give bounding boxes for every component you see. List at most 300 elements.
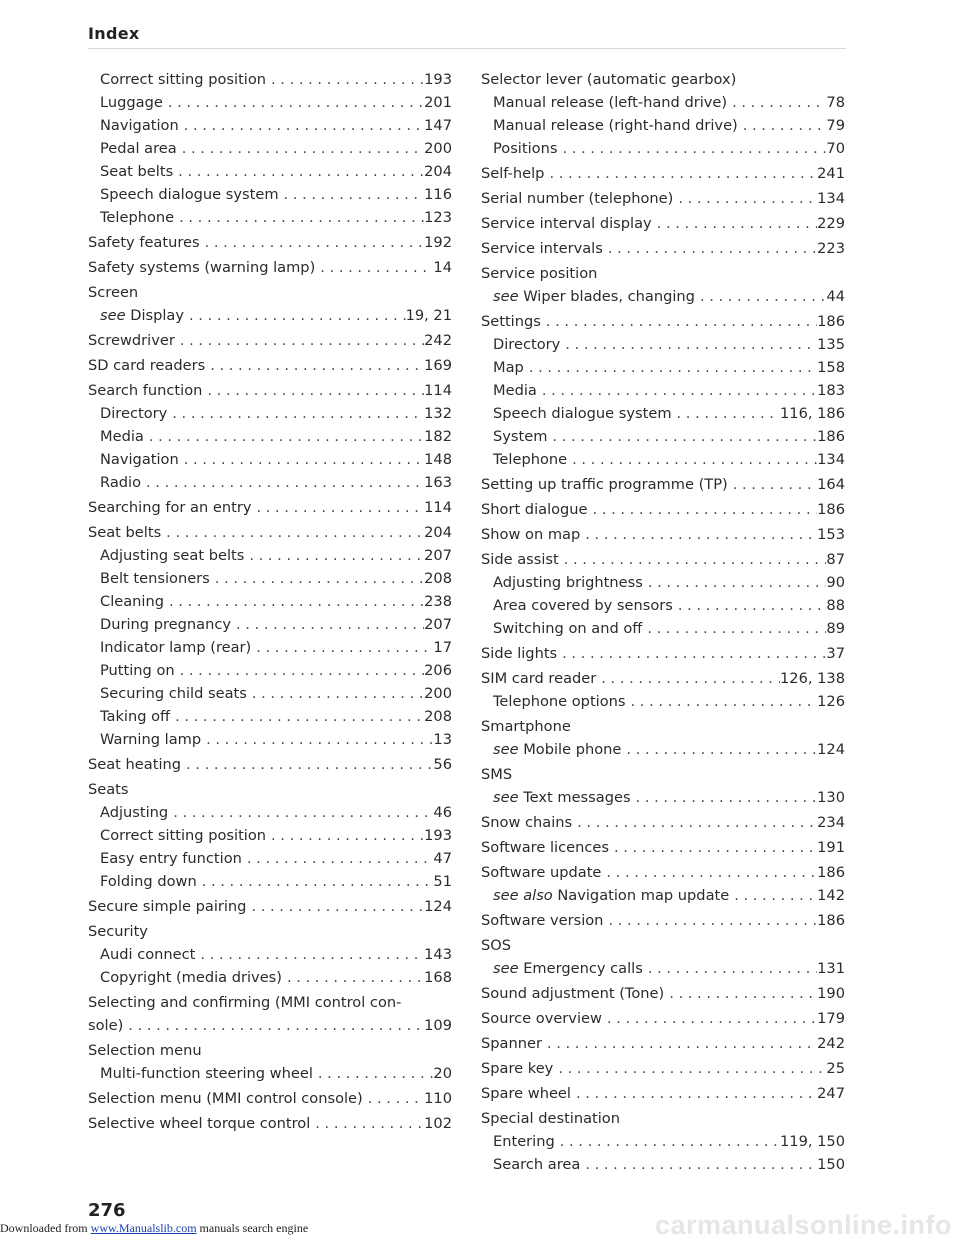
index-entry <box>88 544 452 567</box>
index-entry <box>88 567 452 590</box>
index-entry <box>481 982 845 1005</box>
see-reference: see also <box>493 887 553 904</box>
dot-leader <box>580 523 817 546</box>
entry-term-text: Emergency calls <box>523 960 643 977</box>
dot-leader <box>664 982 817 1005</box>
index-entry <box>481 356 845 379</box>
entry-term <box>493 690 626 713</box>
index-entry <box>88 847 452 870</box>
index-entry <box>481 162 845 185</box>
index-entry <box>88 496 452 519</box>
index-entry <box>88 425 452 448</box>
entry-term <box>100 567 210 590</box>
dot-leader <box>170 705 424 728</box>
entry-term <box>88 895 246 918</box>
entry-term <box>100 137 177 160</box>
entry-term-text: Short dialogue <box>481 501 588 518</box>
index-heading: Smartphone <box>481 718 571 735</box>
watermark-logo: carmanualsonline.info <box>654 1210 952 1240</box>
index-entry <box>88 91 452 114</box>
dot-leader <box>181 753 433 776</box>
entry-page-ref: 143 <box>424 946 452 963</box>
dot-leader <box>251 636 433 659</box>
dot-leader <box>141 471 424 494</box>
entry-term-text: Cleaning <box>100 593 164 610</box>
index-entry <box>481 738 845 761</box>
entry-term <box>100 705 170 728</box>
entry-term-text: Settings <box>481 313 541 330</box>
entry-term <box>100 183 279 206</box>
index-heading: Security <box>88 923 148 940</box>
index-entry <box>481 1007 845 1030</box>
entry-term-text: Software licences <box>481 839 609 856</box>
dot-leader <box>626 690 818 713</box>
dot-leader <box>179 448 424 471</box>
entry-page-ref: 148 <box>424 451 452 468</box>
entry-term-text: Software version <box>481 912 604 929</box>
entry-term-text: Screwdriver <box>88 332 175 349</box>
entry-term <box>481 642 557 665</box>
dot-leader <box>179 114 424 137</box>
dot-leader <box>567 448 817 471</box>
index-entry <box>481 909 845 932</box>
entry-page-ref: 158 <box>817 359 845 376</box>
entry-page-ref: 78 <box>826 94 845 111</box>
entry-term-text: Safety features <box>88 234 200 251</box>
entry-term-text: During pregnancy <box>100 616 231 633</box>
entry-page-ref: 147 <box>424 117 452 134</box>
entry-term <box>88 1112 310 1135</box>
entry-page-ref: 51 <box>433 873 452 890</box>
index-entry <box>88 590 452 613</box>
index-entry <box>481 402 845 425</box>
index-entry <box>481 957 845 980</box>
dot-leader <box>621 738 817 761</box>
entry-page-ref: 14 <box>433 259 452 276</box>
entry-term-text: Spare key <box>481 1060 554 1077</box>
dot-leader <box>144 425 424 448</box>
dot-leader <box>242 847 434 870</box>
entry-term-text: Correct sitting position <box>100 827 267 844</box>
index-entry <box>481 571 845 594</box>
entry-term-text: Safety systems (warning lamp) <box>88 259 316 276</box>
entry-page-ref: 200 <box>424 685 452 702</box>
entry-term <box>88 521 161 544</box>
entry-term <box>100 1062 313 1085</box>
index-heading: Selector lever (automatic gearbox) <box>481 71 737 88</box>
entry-page-ref: 126, 138 <box>780 670 845 687</box>
dot-leader <box>547 425 817 448</box>
see-reference: see <box>493 789 519 806</box>
entry-page-ref: 124 <box>424 898 452 915</box>
dot-leader <box>542 1032 817 1055</box>
entry-page-ref: 186 <box>817 864 845 881</box>
entry-term-text: Text messages <box>523 789 631 806</box>
dot-leader <box>247 682 424 705</box>
index-column-left <box>88 68 452 1135</box>
entry-term <box>481 310 541 333</box>
entry-page-ref: 131 <box>817 960 845 977</box>
dot-leader <box>555 1130 780 1153</box>
index-entry <box>88 613 452 636</box>
index-heading: Selecting and confirming (MMI control con- <box>88 994 402 1011</box>
entry-page-ref: 186 <box>817 313 845 330</box>
dot-leader <box>642 617 826 640</box>
dot-leader <box>164 590 424 613</box>
dot-leader <box>580 1153 817 1176</box>
entry-term-text: Serial number (telephone) <box>481 190 674 207</box>
entry-term-text: Copyright (media drives) <box>100 969 282 986</box>
footer-suffix: manuals search engine <box>199 1221 309 1235</box>
entry-term <box>100 448 179 471</box>
entry-term <box>88 496 251 519</box>
entry-page-ref: 201 <box>424 94 452 111</box>
entry-page-ref: 186 <box>817 428 845 445</box>
index-entry <box>481 690 845 713</box>
entry-term-text: Entering <box>493 1133 555 1150</box>
dot-leader <box>313 1062 434 1085</box>
entry-term-text: Search area <box>493 1156 581 1173</box>
dot-leader <box>631 786 818 809</box>
index-entry <box>88 256 452 279</box>
entry-term <box>493 884 729 907</box>
dot-leader <box>557 137 826 160</box>
entry-page-ref: 247 <box>817 1085 845 1102</box>
entry-term-text: Service intervals <box>481 240 603 257</box>
entry-page-ref: 70 <box>826 140 845 157</box>
index-entry <box>481 310 845 333</box>
index-heading: Screen <box>88 284 139 301</box>
entry-page-ref: 229 <box>817 215 845 232</box>
dot-leader <box>541 310 817 333</box>
entry-term-text: Service interval display <box>481 215 652 232</box>
entry-page-ref: 130 <box>817 789 845 806</box>
entry-page-ref: 193 <box>424 827 452 844</box>
entry-term-text: Wiper blades, changing <box>523 288 695 305</box>
index-entry <box>481 523 845 546</box>
entry-term-text: Self-help <box>481 165 545 182</box>
index-entry <box>481 617 845 640</box>
entry-page-ref: 46 <box>433 804 452 821</box>
entry-term-text: Pedal area <box>100 140 177 157</box>
entry-term <box>100 68 266 91</box>
download-footer <box>0 1221 308 1236</box>
entry-page-ref: 207 <box>424 547 452 564</box>
entry-term <box>100 114 179 137</box>
entry-term-text: Media <box>493 382 537 399</box>
entry-page-ref: 179 <box>817 1010 845 1027</box>
dot-leader <box>588 498 818 521</box>
entry-page-ref: 164 <box>817 476 845 493</box>
index-entry <box>88 448 452 471</box>
dot-leader <box>524 356 817 379</box>
index-entry <box>88 943 452 966</box>
entry-page-ref: 119, 150 <box>780 1133 845 1150</box>
entry-term <box>493 617 642 640</box>
index-entry <box>88 379 452 402</box>
entry-page-ref: 116, 186 <box>780 405 845 422</box>
dot-leader <box>673 187 817 210</box>
entry-term <box>100 870 197 893</box>
dot-leader <box>738 114 827 137</box>
entry-term <box>100 682 247 705</box>
entry-term <box>88 753 181 776</box>
entry-term <box>88 1014 123 1037</box>
dot-leader <box>315 256 433 279</box>
entry-page-ref: 206 <box>424 662 452 679</box>
entry-term-text: Side lights <box>481 645 558 662</box>
entry-page-ref: 186 <box>817 912 845 929</box>
entry-term <box>481 237 603 260</box>
entry-term-text: Display <box>130 307 184 324</box>
entry-term-text: System <box>493 428 548 445</box>
index-entry <box>88 895 452 918</box>
index-entry <box>481 448 845 471</box>
index-entry <box>481 786 845 809</box>
entry-term-text: Navigation <box>100 451 179 468</box>
entry-page-ref: 208 <box>424 708 452 725</box>
entry-term <box>100 613 231 636</box>
index-entry <box>481 187 845 210</box>
entry-term-text: Software update <box>481 864 602 881</box>
entry-term-text: Adjusting <box>100 804 169 821</box>
index-entry <box>88 231 452 254</box>
entry-term <box>88 354 205 377</box>
index-entry <box>88 636 452 659</box>
entry-page-ref: 204 <box>424 163 452 180</box>
entry-page-ref: 190 <box>817 985 845 1002</box>
entry-term-text: Setting up traffic programme (TP) <box>481 476 728 493</box>
index-entry <box>88 824 452 847</box>
entry-page-ref: 134 <box>817 451 845 468</box>
entry-term-text: Taking off <box>100 708 171 725</box>
entry-term-text: Speech dialogue system <box>100 186 279 203</box>
entry-term <box>481 498 588 521</box>
dot-leader <box>244 544 424 567</box>
entry-term <box>493 594 673 617</box>
index-column-right <box>481 68 845 1176</box>
index-entry <box>481 1032 845 1055</box>
dot-leader <box>363 1087 424 1110</box>
index-entry <box>481 861 845 884</box>
index-entry <box>88 521 452 544</box>
entry-term-text: Folding down <box>100 873 197 890</box>
entry-term-text: Belt tensioners <box>100 570 210 587</box>
index-entry <box>88 728 452 751</box>
index-entry <box>481 498 845 521</box>
index-entry <box>88 160 452 183</box>
dot-leader <box>727 91 826 114</box>
entry-term-text: Warning lamp <box>100 731 202 748</box>
index-entry <box>481 333 845 356</box>
dot-leader <box>603 237 817 260</box>
dot-leader <box>251 496 424 519</box>
entry-page-ref: 234 <box>817 814 845 831</box>
entry-page-ref: 150 <box>817 1156 845 1173</box>
entry-term <box>481 909 603 932</box>
entry-page-ref: 47 <box>433 850 452 867</box>
entry-term <box>100 824 266 847</box>
index-entry <box>88 183 452 206</box>
index-heading: Service position <box>481 265 598 282</box>
entry-page-ref: 223 <box>817 240 845 257</box>
entry-page-ref: 182 <box>424 428 452 445</box>
index-entry <box>481 379 845 402</box>
entry-term <box>493 114 738 137</box>
entry-term <box>493 356 524 379</box>
entry-term <box>100 544 244 567</box>
entry-term-text: Luggage <box>100 94 163 111</box>
entry-term <box>481 861 601 884</box>
index-entry <box>481 91 845 114</box>
entry-page-ref: 135 <box>817 336 845 353</box>
entry-term-text: Searching for an entry <box>88 499 252 516</box>
entry-page-ref: 200 <box>424 140 452 157</box>
entry-page-ref: 134 <box>817 190 845 207</box>
entry-term <box>481 982 664 1005</box>
dot-leader <box>673 594 827 617</box>
dot-leader <box>184 304 406 327</box>
index-entry <box>88 966 452 989</box>
entry-page-ref: 79 <box>826 117 845 134</box>
index-entry <box>88 137 452 160</box>
entry-term-text: Snow chains <box>481 814 573 831</box>
index-heading: Selection menu <box>88 1042 202 1059</box>
entry-term <box>493 786 631 809</box>
entry-term <box>493 448 567 471</box>
index-entry <box>481 548 845 571</box>
dot-leader <box>695 285 826 308</box>
entry-page-ref: 208 <box>424 570 452 587</box>
entry-page-ref: 142 <box>817 887 845 904</box>
entry-term-text: Telephone <box>100 209 175 226</box>
dot-leader <box>231 613 424 636</box>
index-entry <box>88 705 452 728</box>
entry-term <box>88 231 200 254</box>
see-reference: see <box>493 288 519 305</box>
entry-term-text: Secure simple pairing <box>88 898 247 915</box>
entry-term-text: Source overview <box>481 1010 602 1027</box>
index-entry <box>481 642 845 665</box>
entry-term <box>481 1007 602 1030</box>
entry-term <box>493 402 672 425</box>
entry-term <box>100 636 251 659</box>
entry-term-text: Spare wheel <box>481 1085 571 1102</box>
dot-leader <box>168 801 433 824</box>
entry-term <box>88 1087 363 1110</box>
entry-term <box>493 1130 555 1153</box>
index-entry <box>88 471 452 494</box>
entry-term <box>100 728 201 751</box>
dot-leader <box>266 68 424 91</box>
entry-page-ref: 238 <box>424 593 452 610</box>
entry-page-ref: 242 <box>817 1035 845 1052</box>
index-entry <box>88 354 452 377</box>
index-entry <box>481 137 845 160</box>
entry-term-text: Seat belts <box>100 163 174 180</box>
entry-term-text: Correct sitting position <box>100 71 267 88</box>
entry-page-ref: 88 <box>826 597 845 614</box>
index-entry <box>88 753 452 776</box>
dot-leader <box>205 354 424 377</box>
header-divider <box>88 48 846 49</box>
see-reference: see <box>493 741 519 758</box>
entry-term-text: Switching on and off <box>493 620 643 637</box>
dot-leader <box>560 333 817 356</box>
entry-term-text: sole) <box>88 1017 124 1034</box>
index-entry <box>88 1062 452 1085</box>
index-entry <box>88 304 452 327</box>
index-heading: Seats <box>88 781 129 798</box>
entry-term-text: Seat belts <box>88 524 162 541</box>
dot-leader <box>728 473 817 496</box>
entry-term-text: Telephone options <box>493 693 626 710</box>
index-entry <box>481 1057 845 1080</box>
dot-leader <box>201 728 433 751</box>
entry-page-ref: 168 <box>424 969 452 986</box>
entry-term <box>481 836 609 859</box>
dot-leader <box>174 206 424 229</box>
entry-page-ref: 109 <box>424 1017 452 1034</box>
entry-page-ref: 191 <box>817 839 845 856</box>
entry-term <box>100 659 175 682</box>
entry-term <box>481 212 652 235</box>
dot-leader <box>672 402 780 425</box>
entry-page-ref: 204 <box>424 524 452 541</box>
entry-term <box>493 571 643 594</box>
index-entry <box>481 1082 845 1105</box>
index-heading: Special destination <box>481 1110 620 1127</box>
index-entry <box>481 114 845 137</box>
entry-term-text: Area covered by sensors <box>493 597 673 614</box>
entry-term-text: Side assist <box>481 551 559 568</box>
entry-term-text: Media <box>100 428 144 445</box>
manualslib-link[interactable]: www.Manualslib.com <box>90 1221 197 1235</box>
entry-page-ref: 20 <box>433 1065 452 1082</box>
entry-page-ref: 17 <box>433 639 452 656</box>
entry-term-text: Securing child seats <box>100 685 247 702</box>
index-entry <box>88 1112 452 1135</box>
dot-leader <box>197 870 434 893</box>
dot-leader <box>553 1057 826 1080</box>
entry-term <box>100 943 195 966</box>
entry-term <box>100 847 242 870</box>
entry-term-text: Manual release (right-hand drive) <box>493 117 738 134</box>
index-entry <box>88 659 452 682</box>
index-entry <box>481 1153 845 1176</box>
entry-term-text: Indicator lamp (rear) <box>100 639 252 656</box>
entry-term <box>493 957 643 980</box>
entry-term <box>493 425 547 448</box>
entry-term-text: Directory <box>493 336 561 353</box>
dot-leader <box>652 212 817 235</box>
entry-term-text: Show on map <box>481 526 581 543</box>
entry-page-ref: 114 <box>424 382 452 399</box>
dot-leader <box>596 667 780 690</box>
entry-term <box>493 379 537 402</box>
index-entry <box>481 237 845 260</box>
entry-page-ref: 163 <box>424 474 452 491</box>
entry-term <box>100 590 164 613</box>
entry-page-ref: 242 <box>424 332 452 349</box>
entry-page-ref: 89 <box>826 620 845 637</box>
dot-leader <box>537 379 817 402</box>
entry-term-text: Putting on <box>100 662 175 679</box>
dot-leader <box>602 1007 817 1030</box>
dot-leader <box>643 957 817 980</box>
entry-page-ref: 193 <box>424 71 452 88</box>
index-entry <box>88 870 452 893</box>
